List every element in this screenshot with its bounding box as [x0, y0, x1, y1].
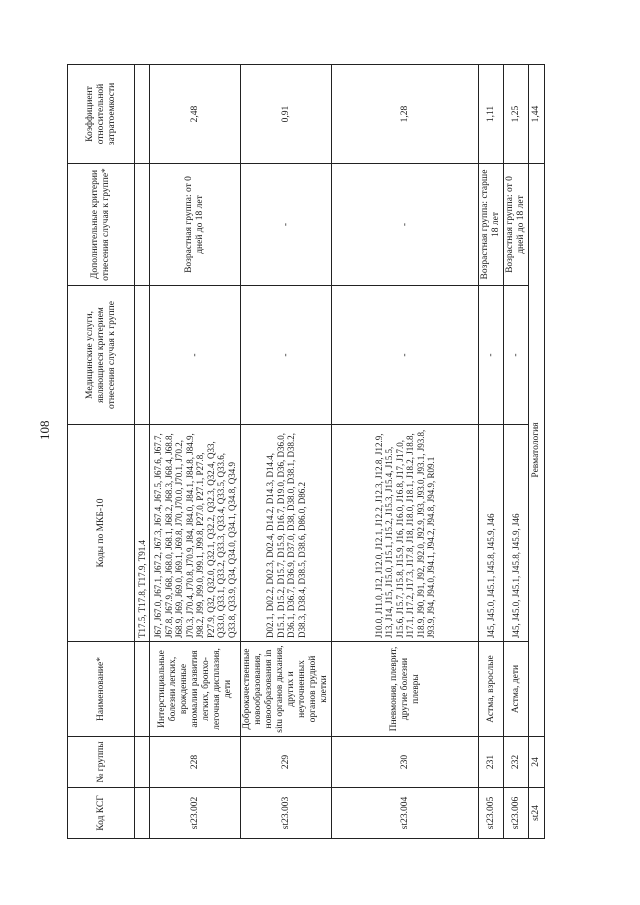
- table-row: [504, 65, 529, 839]
- table-header-row: [68, 65, 135, 839]
- cell-name: Интерстициальные болезни легких, врожденные аномалии развития легких, бронхо-легочная дисплазия, дети: [150, 642, 241, 737]
- cell-coef: 0,91: [241, 65, 332, 164]
- cell-criteria: Возрастная группа: от 0 дней до 18 лет: [504, 164, 529, 286]
- cell-services: -: [479, 286, 504, 425]
- rotated-table-container: [67, 65, 540, 839]
- cell-empty: [135, 642, 150, 737]
- cell-group-no: 231: [479, 737, 504, 788]
- cell-ksg: st23.005: [479, 788, 504, 839]
- cell-empty: [135, 164, 150, 286]
- cell-criteria: -: [332, 164, 479, 286]
- page-number: 108: [37, 420, 52, 440]
- cell-empty: [135, 65, 150, 164]
- header-group-no: № группы: [68, 737, 135, 788]
- cell-services: -: [332, 286, 479, 425]
- table-row: [150, 65, 241, 839]
- cell-mkb: D02.1, D02.2, D02.3, D02.4, D14.2, D14.3, D14.4, D15.1, D15.2, D15.7, D15.9, D16.7, D19.0, D36, D36.0, D36.1, D36.7, D36.9, D37.0, D38, D38.0, D38.1, D38.2, D38.3, D38.4, D38.5, D38.6, D86.0, D86.2: [241, 425, 332, 642]
- cell-mkb: J45, J45.0, J45.1, J45.8, J45.9, J46: [479, 425, 504, 642]
- cell-coef: 1,11: [479, 65, 504, 164]
- cell-services: -: [150, 286, 241, 425]
- header-criteria: Дополнительные критерии отнесения случая к группе*: [68, 164, 135, 286]
- cell-ksg: st23.003: [241, 788, 332, 839]
- cell-criteria: -: [241, 164, 332, 286]
- table-row: [479, 65, 504, 839]
- cell-group-no: 229: [241, 737, 332, 788]
- cell-ksg: st23.002: [150, 788, 241, 839]
- cell-ksg: st23.004: [332, 788, 479, 839]
- header-ksg: Код КСГ: [68, 788, 135, 839]
- table-row: [241, 65, 332, 839]
- cell-mkb: T17.5, T17.8, T17.9, T91.4: [135, 425, 150, 642]
- table-row: [332, 65, 479, 839]
- header-name: Наименование*: [68, 642, 135, 737]
- cell-coef: 2,48: [150, 65, 241, 164]
- cell-empty: [135, 788, 150, 839]
- cell-criteria: Возрастная группа: от 0 дней до 18 лет: [150, 164, 241, 286]
- cell-criteria: Возрастная группа: старше 18 лет: [479, 164, 504, 286]
- section-row: [529, 65, 545, 839]
- cell-empty: [135, 286, 150, 425]
- cell-coef: 1,44: [529, 65, 545, 164]
- cell-group-no: 232: [504, 737, 529, 788]
- section-title: Ревматология: [529, 164, 545, 737]
- cell-ksg: st24: [529, 788, 545, 839]
- cell-empty: [135, 737, 150, 788]
- cell-name: Доброкачественные новообразования, новообразования in situ органов дыхания, других и неуточненных органов грудной клетки: [241, 642, 332, 737]
- cell-name: Астма, дети: [504, 642, 529, 737]
- cell-mkb: J45, J45.0, J45.1, J45.8, J45.9, J46: [504, 425, 529, 642]
- cell-group-no: 228: [150, 737, 241, 788]
- cell-group-no: 24: [529, 737, 545, 788]
- ksg-table: [67, 64, 545, 839]
- cell-mkb: J10.0, J11.0, J12, J12.0, J12.1, J12.2, J12.3, J12.8, J12.9, J13, J14, J15, J15.0, J15.1, J15.2, J15.3, J15.4, J15.5, J15.6, J15.7, J15.8, J15.9, J16, J16.0, J16.8, J17, J17.0, J17.1, J17.2, J17.3, J17.8, J18, J18.0, J18.1, J18.2, J18.8, J18.9, J90, J91, J92, J92.0, J92.9, J93, J93.0, J93.1, J93.8, J93.9, J94, J94.0, J94.1, J94.2, J94.8, J94.9, R09.1: [332, 425, 479, 642]
- header-services: Медицинские услуги, являющиеся критерием отнесения случая к группе: [68, 286, 135, 425]
- cell-services: -: [504, 286, 529, 425]
- cell-services: -: [241, 286, 332, 425]
- cell-ksg: st23.006: [504, 788, 529, 839]
- cell-coef: 1,25: [504, 65, 529, 164]
- cell-mkb: J67, J67.0, J67.1, J67.2, J67.3, J67.4, J67.5, J67.6, J67.7, J67.8, J67.9, J68, J68.0, J68.1, J68.2, J68.3, J68.4, J68.8, J68.9, J69, J69.0, J69.1, J69.8, J70, J70.0, J70.1, J70.2, J70.3, J70.4, J70.8, J70.9, J84, J84.0, J84.1, J84.8, J84.9, J98.2, J99, J99.0, J99.1, J99.8, P27.0, P27.1, P27.8, P27.9, Q32, Q32.0, Q32.1, Q32.2, Q32.3, Q32.4, Q33, Q33.0, Q33.1, Q33.2, Q33.3, Q33.4, Q33.5, Q33.6, Q33.8, Q33.9, Q34, Q34.0, Q34.1, Q34.8, Q34.9: [150, 425, 241, 642]
- table-row-continuation: [135, 65, 150, 839]
- cell-name: Пневмония, плеврит, другие болезни плевры: [332, 642, 479, 737]
- cell-name: Астма, взрослые: [479, 642, 504, 737]
- cell-coef: 1,28: [332, 65, 479, 164]
- cell-group-no: 230: [332, 737, 479, 788]
- header-mkb: Коды по МКБ-10: [68, 425, 135, 642]
- header-coef: Коэффициент относительной затратоемкости: [68, 65, 135, 164]
